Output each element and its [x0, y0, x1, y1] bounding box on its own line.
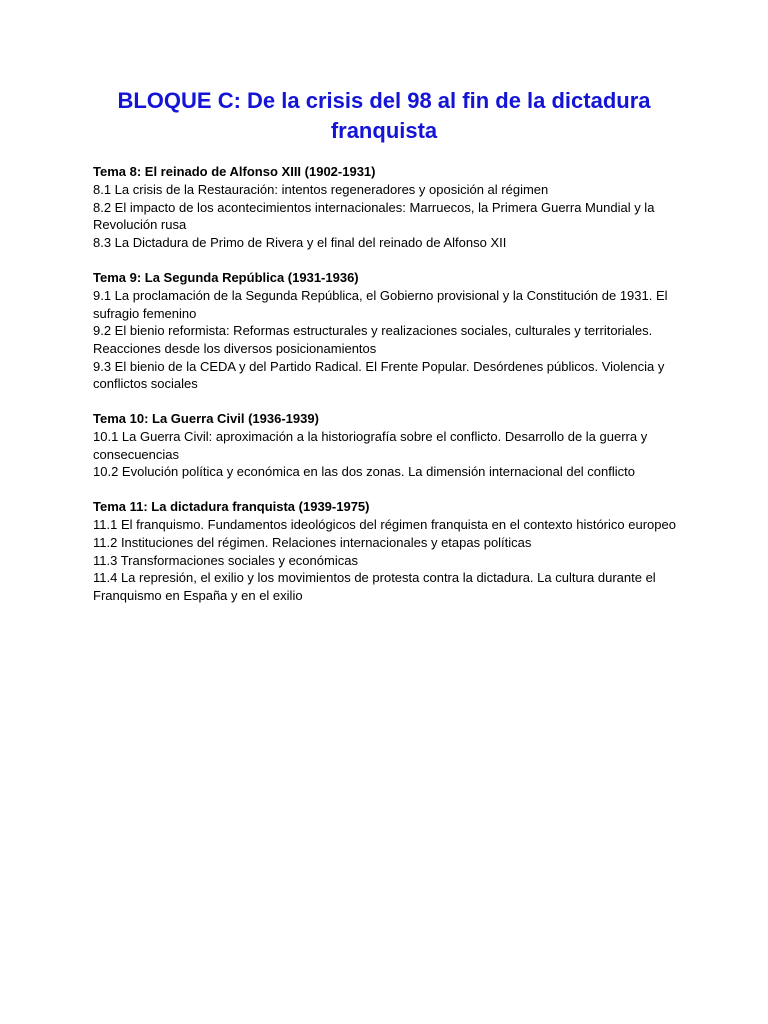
section-tema-8 [93, 163, 683, 252]
section-heading: Tema 8: El reinado de Alfonso XIII (1902-1931) [93, 164, 376, 179]
list-item: 8.2 El impacto de los acontecimientos internacionales: Marruecos, la Primera Guerra Mundial y la Revolución rusa [93, 199, 655, 233]
document-body [93, 163, 683, 622]
list-item: 8.3 La Dictadura de Primo de Rivera y el final del reinado de Alfonso XII [93, 235, 507, 251]
section-tema-11 [93, 498, 683, 605]
list-item: 10.2 Evolución política y económica en las dos zonas. La dimensión internacional del conflicto [93, 464, 635, 480]
section-heading: Tema 9: La Segunda República (1931-1936) [93, 269, 359, 285]
list-item: 11.1 El franquismo. Fundamentos ideológicos del régimen franquista en el contexto histórico europeo [93, 517, 676, 533]
list-item: 10.1 La Guerra Civil: aproximación a la historiografía sobre el conflicto. Desarrollo de la guerra y consecuencias [93, 429, 648, 462]
list-item: 8.1 La crisis de la Restauración: intentos regeneradores y oposición al régimen [93, 182, 549, 197]
list-item: 11.2 Instituciones del régimen. Relaciones internacionales y etapas políticas [93, 534, 532, 550]
section-heading: Tema 10: La Guerra Civil (1936-1939) [93, 411, 319, 427]
list-item: 11.3 Transformaciones sociales y económicas [93, 552, 358, 568]
list-item: 9.1 La proclamación de la Segunda República, el Gobierno provisional y la Constitución de 1931. El sufragio femenino [93, 287, 668, 321]
list-item: 9.2 El bienio reformista: Reformas estructurales y realizaciones sociales, culturales y territoriales. Reacciones desde los diversos posicionamientos [93, 323, 653, 356]
section-tema-10 [93, 410, 683, 481]
list-item: 11.4 La represión, el exilio y los movimientos de protesta contra la dictadura. La cultura durante el Franquismo en España y en el exilio [93, 570, 656, 603]
list-item: 9.3 El bienio de la CEDA y del Partido Radical. El Frente Popular. Desórdenes públicos. Violencia y conflictos sociales [93, 358, 665, 392]
section-tema-9 [93, 269, 683, 393]
page-title: BLOQUE C: De la crisis del 98 al fin de la dictadura franquista [117, 88, 651, 143]
section-heading: Tema 11: La dictadura franquista (1939-1975) [93, 499, 370, 515]
